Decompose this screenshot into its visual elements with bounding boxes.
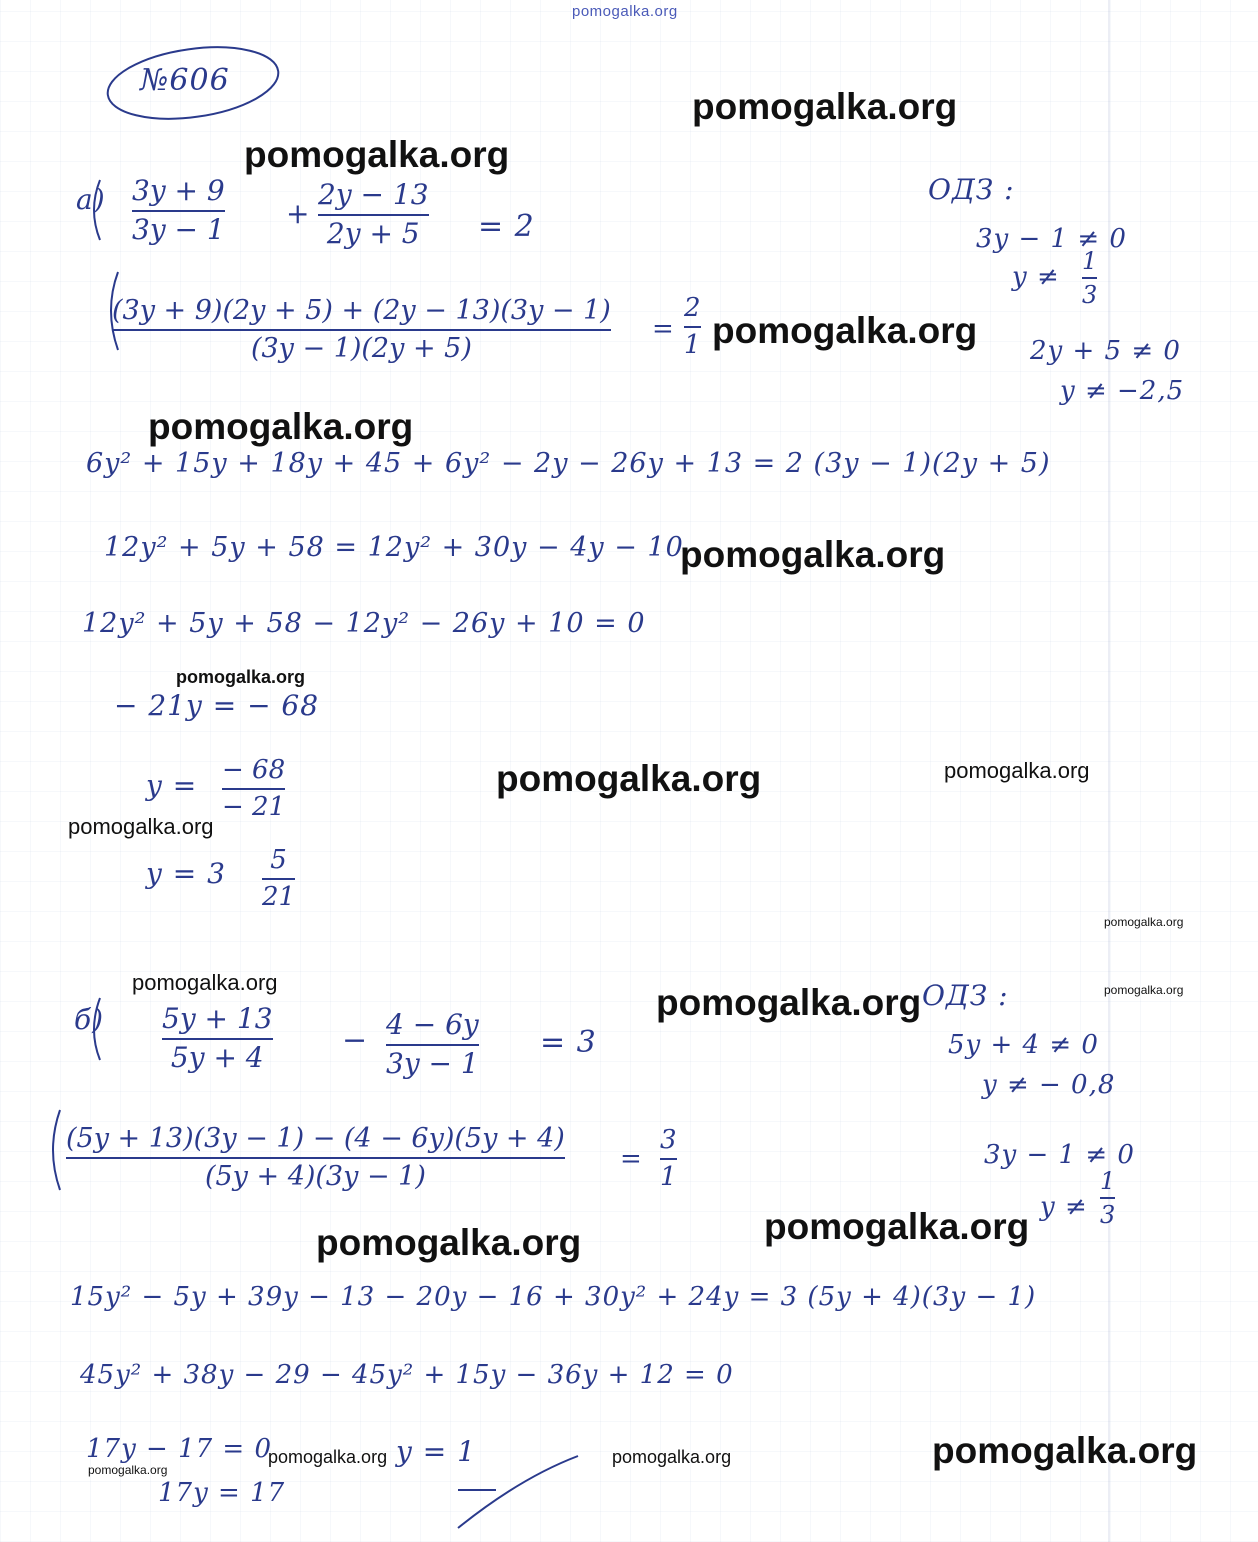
part-b-odz-4: y ≠ xyxy=(1040,1192,1088,1222)
part-a-label: а) xyxy=(76,183,106,216)
fraction-numerator: 2 xyxy=(684,293,701,323)
fraction-denominator: 1 xyxy=(660,1161,677,1192)
fraction-bar xyxy=(386,1044,479,1046)
part-a-equals: = xyxy=(652,314,675,344)
part-a-line-3: 12y² + 5y + 58 − 12y² − 26y + 10 = 0 xyxy=(82,608,646,639)
watermark: pomogalka.org xyxy=(1104,915,1184,929)
watermark: pomogalka.org xyxy=(932,1430,1198,1471)
part-a-combined-fraction xyxy=(112,296,611,363)
part-a-operator: + xyxy=(286,197,311,230)
watermark: pomogalka.org xyxy=(316,1222,582,1263)
watermark: pomogalka.org xyxy=(88,1463,168,1477)
watermark: pomogalka.org xyxy=(148,406,414,447)
part-a-line-6-fraction xyxy=(262,846,295,911)
watermark: pomogalka.org xyxy=(1104,983,1184,997)
fraction-denominator: (5y + 4)(3y − 1) xyxy=(204,1160,426,1192)
part-b-fraction-2 xyxy=(386,1010,479,1080)
part-a-line-2: 12y² + 5y + 58 = 12y² + 30y − 4y − 10 xyxy=(104,532,684,563)
part-b-odz-3: 3y − 1 ≠ 0 xyxy=(984,1140,1135,1170)
watermark: pomogalka.org xyxy=(712,310,978,351)
part-a-line-4: − 21y = − 68 xyxy=(114,689,320,722)
fraction-numerator: 3y + 9 xyxy=(132,174,225,207)
fraction-numerator: 3 xyxy=(660,1125,677,1155)
part-a-fraction-1 xyxy=(132,176,225,246)
part-b-equals: = xyxy=(620,1144,643,1174)
part-b-odz-2: y ≠ − 0,8 xyxy=(982,1070,1116,1100)
part-a-odz-3: 2y + 5 ≠ 0 xyxy=(1030,336,1181,366)
fraction-denominator: 2y + 5 xyxy=(326,216,420,250)
fraction-bar xyxy=(318,214,429,216)
watermark: pomogalka.org xyxy=(944,758,1090,783)
watermark: pomogalka.org xyxy=(764,1206,1030,1247)
fraction-bar xyxy=(684,326,701,328)
fraction-bar xyxy=(132,210,225,212)
fraction-numerator: 2y − 13 xyxy=(318,178,429,211)
fraction-numerator: (3y + 9)(2y + 5) + (2y − 13)(3y − 1) xyxy=(112,295,611,326)
part-a-odz-2: y ≠ xyxy=(1012,262,1060,292)
fraction-numerator: 1 xyxy=(1082,247,1098,275)
part-a-odz-2-fraction xyxy=(1082,248,1097,309)
watermark: pomogalka.org xyxy=(132,970,278,995)
fraction-bar xyxy=(262,878,295,880)
watermark: pomogalka.org xyxy=(656,982,922,1023)
fraction-numerator: 4 − 6y xyxy=(386,1008,479,1041)
part-a-rhs: = 2 xyxy=(478,209,535,244)
part-a-combined-rhs xyxy=(684,294,701,359)
fraction-denominator: 1 xyxy=(684,329,701,360)
part-b-operator: − xyxy=(342,1023,369,1058)
part-b-line-2: 45y² + 38y − 29 − 45y² + 15y − 36y + 12 = 0 xyxy=(80,1360,734,1390)
fraction-bar xyxy=(1100,1197,1115,1199)
part-b-combined-fraction xyxy=(66,1124,565,1191)
part-a-line-6-lhs: y = 3 xyxy=(146,857,226,890)
watermark: pomogalka.org xyxy=(680,534,946,575)
part-a-odz-4: y ≠ −2,5 xyxy=(1060,376,1185,406)
fraction-numerator: 1 xyxy=(1100,1167,1116,1195)
fraction-numerator: (5y + 13)(3y − 1) − (4 − 6y)(5y + 4) xyxy=(66,1123,565,1154)
part-b-line-3: 17y − 17 = 0 xyxy=(86,1434,273,1464)
fraction-bar xyxy=(162,1038,273,1040)
fraction-bar xyxy=(1082,277,1097,279)
part-b-line-1: 15y² − 5y + 39y − 13 − 20y − 16 + 30y² + 24y = 3 (5y + 4)(3y − 1) xyxy=(70,1282,1037,1312)
part-b-combined-rhs xyxy=(660,1126,677,1191)
part-a-odz-title: ОДЗ : xyxy=(928,173,1015,206)
fraction-denominator: − 21 xyxy=(222,791,286,822)
part-a-odz-1: 3y − 1 ≠ 0 xyxy=(976,224,1127,254)
watermark: pomogalka.org xyxy=(244,134,510,175)
part-b-fraction-1 xyxy=(162,1004,273,1074)
part-b-odz-1: 5y + 4 ≠ 0 xyxy=(948,1030,1099,1060)
fraction-denominator: 3 xyxy=(1100,1201,1116,1230)
watermark: pomogalka.org xyxy=(692,86,958,127)
fraction-bar xyxy=(66,1157,565,1159)
watermark: pomogalka.org xyxy=(176,667,306,687)
part-b-label: б) xyxy=(74,1003,105,1036)
fraction-denominator: (3y − 1)(2y + 5) xyxy=(250,332,472,364)
part-a-fraction-2 xyxy=(318,180,429,250)
watermark: pomogalka.org xyxy=(496,758,762,799)
watermark: pomogalka.org xyxy=(268,1447,388,1467)
part-b-rhs: = 3 xyxy=(540,1025,597,1060)
fraction-denominator: 3y − 1 xyxy=(132,212,225,246)
watermark: pomogalka.org xyxy=(612,1447,732,1467)
fraction-bar xyxy=(660,1158,677,1160)
fraction-denominator: 3 xyxy=(1082,281,1098,310)
part-b-odz-4-fraction xyxy=(1100,1168,1115,1229)
fraction-denominator: 3y − 1 xyxy=(386,1046,479,1080)
part-b-line-4: 17y = 17 xyxy=(158,1478,286,1508)
fraction-denominator: 5y + 4 xyxy=(170,1040,264,1074)
watermark: pomogalka.org xyxy=(68,814,214,839)
problem-number: №606 xyxy=(140,63,230,98)
part-b-answer: y = 1 xyxy=(396,1435,476,1468)
part-a-line-1: 6y² + 15y + 18y + 45 + 6y² − 2y − 26y + 13 = 2 (3y − 1)(2y + 5) xyxy=(86,448,1051,479)
fraction-numerator: 5y + 13 xyxy=(162,1002,273,1035)
fraction-numerator: 5 xyxy=(270,845,287,875)
part-b-odz-title: ОДЗ : xyxy=(922,979,1009,1012)
watermark: pomogalka.org xyxy=(572,3,678,20)
fraction-bar xyxy=(222,788,285,790)
fraction-bar xyxy=(112,329,611,331)
part-a-line-5-fraction xyxy=(222,756,285,821)
fraction-denominator: 21 xyxy=(262,881,296,912)
part-a-line-5-lhs: y = xyxy=(146,769,198,802)
fraction-numerator: − 68 xyxy=(222,755,286,785)
